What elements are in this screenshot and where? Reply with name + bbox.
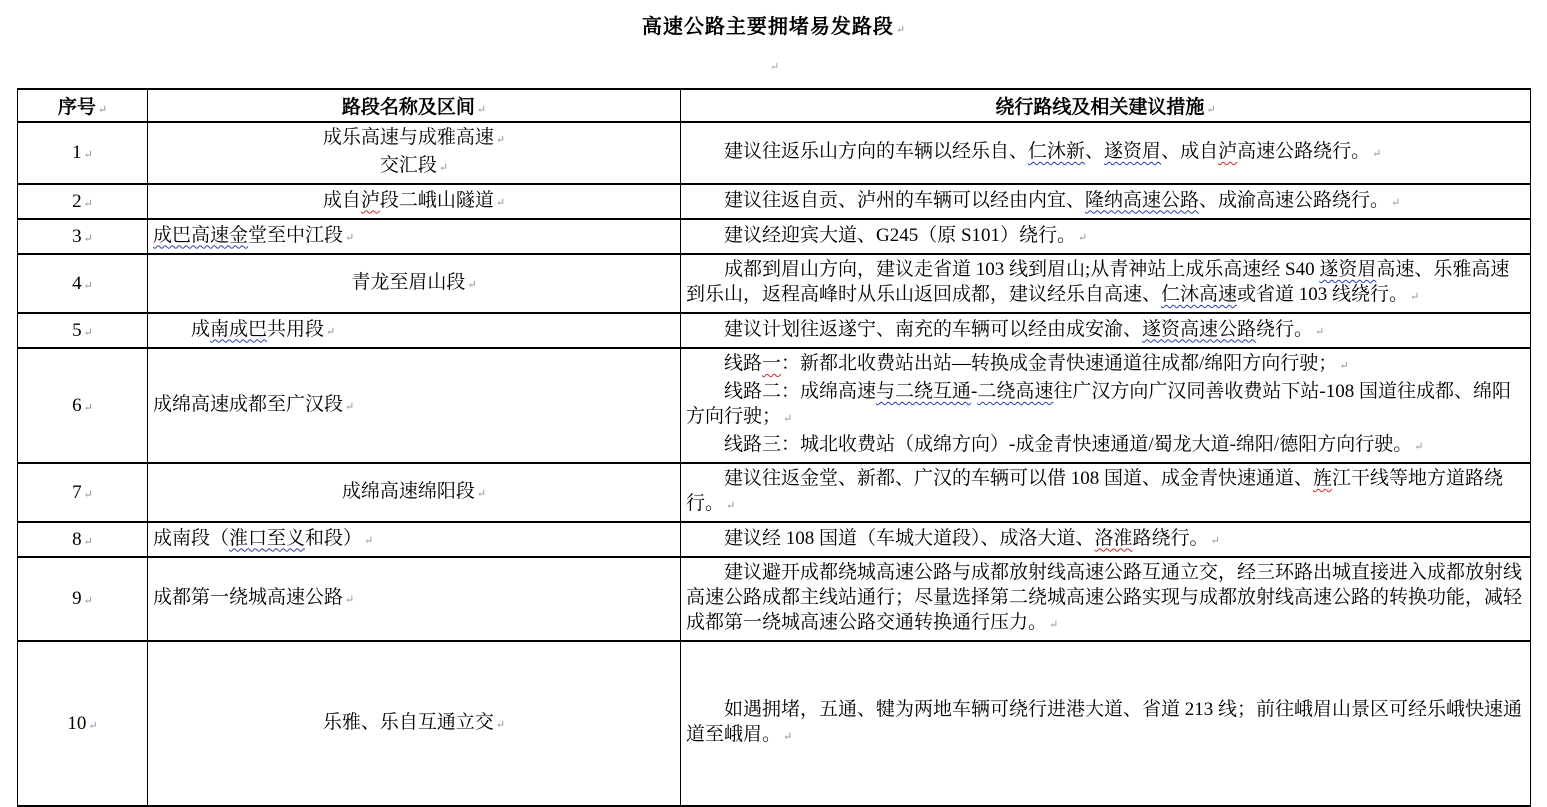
advice-paragraph xyxy=(686,188,1525,216)
paragraph-mark-icon: ↵ xyxy=(1206,104,1216,116)
table-row xyxy=(18,557,1531,641)
paragraph-mark-icon: ↵ xyxy=(726,500,736,512)
cell-index xyxy=(18,313,148,348)
text-run: 线路二：成绵高速 xyxy=(724,381,877,402)
text-run: 、成自 xyxy=(1161,141,1219,162)
cell-section-name xyxy=(148,184,681,219)
paragraph-mark-icon: ↵ xyxy=(1410,291,1420,303)
paragraph-mark-icon: ↵ xyxy=(83,595,93,607)
row-index-text: 3 xyxy=(72,225,82,247)
table-header-row xyxy=(18,89,1531,122)
paragraph-mark-icon: ↵ xyxy=(1339,360,1349,372)
paragraph-mark-icon: ↵ xyxy=(783,413,793,425)
cell-section-name xyxy=(148,463,681,522)
spellcheck-red-text: 洛淮 xyxy=(1094,527,1133,549)
spellcheck-blue-text: 二绕高速 xyxy=(977,381,1054,402)
text-run: 成南段（ xyxy=(153,527,230,549)
advice-paragraph xyxy=(686,223,1525,251)
spellcheck-blue-text: 遂资眉 xyxy=(1319,259,1377,280)
paragraph-mark-icon: ↵ xyxy=(83,149,93,161)
cell-index xyxy=(18,184,148,219)
cell-index xyxy=(18,348,148,463)
advice-paragraph xyxy=(686,466,1525,519)
row-index-text: 6 xyxy=(72,394,82,416)
paragraph-mark-icon: ↵ xyxy=(83,232,93,245)
paragraph-mark-icon: ↵ xyxy=(88,719,98,732)
column-header-index xyxy=(18,89,148,122)
cell-detour-advice xyxy=(681,313,1531,348)
paragraph-mark-icon: ↵ xyxy=(476,104,487,116)
paragraph-mark-icon: ↵ xyxy=(1078,231,1088,244)
table-row xyxy=(18,348,1531,463)
advice-paragraph xyxy=(686,560,1525,638)
paragraph-mark-icon: ↵ xyxy=(1210,534,1220,547)
text-run: 成绵高速成都至广汉段 xyxy=(153,393,344,415)
cell-index xyxy=(18,522,148,557)
text-run: 堂至中江段 xyxy=(248,224,344,246)
text-run: 如遇拥堵，五通、犍为两地车辆可绕行进港大道、省道 213 线；前往峨眉山景区可经乐峨快速通道至峨眉。 xyxy=(686,699,1523,745)
cell-section-name xyxy=(148,122,681,184)
section-name-line xyxy=(153,188,675,216)
cell-index xyxy=(18,641,148,806)
text-run: 、 xyxy=(1085,141,1105,162)
text-run: 段二峨山隧道 xyxy=(379,189,494,211)
row-index-text: 10 xyxy=(67,712,87,734)
paragraph-mark-icon: ↵ xyxy=(345,231,355,244)
advice-paragraph xyxy=(686,351,1525,379)
section-name-line xyxy=(153,125,675,153)
advice-paragraph xyxy=(686,379,1525,432)
text-run: 成绵高速绵阳段 xyxy=(341,480,475,502)
advice-paragraph xyxy=(686,317,1525,345)
paragraph-mark-icon: ↵ xyxy=(345,594,355,606)
spellcheck-red-text: 旌 xyxy=(1313,468,1333,489)
text-run: 成乐高速与成雅高速 xyxy=(322,127,494,148)
paragraph-mark-icon: ↵ xyxy=(364,534,374,547)
cell-index xyxy=(18,557,148,641)
text-run: - xyxy=(971,381,978,402)
spellcheck-red-text: 泸 xyxy=(360,189,380,211)
paragraph-mark-icon: ↵ xyxy=(476,487,487,500)
text-run: 交汇段 xyxy=(379,155,437,176)
text-run: 建议避开成都绕城高速公路与成都放射线高速公路互通立交，经三环路出城直接进入成都放射线高速公路成都主线站通行；尽量选择第二绕城高速公路实现与成都放射线高速公路的转换功能，减轻成都第一绕城高速公路交通转换通行压力。 xyxy=(686,562,1523,633)
paragraph-mark-icon: ↵ xyxy=(770,61,780,73)
cell-detour-advice xyxy=(681,522,1531,557)
section-name-line xyxy=(153,392,675,420)
text-run: 往广汉方向广汉同善收费站下站-108 国道往成都、绵阳方向行驶； xyxy=(686,381,1511,427)
text-run: 线路 xyxy=(724,353,763,374)
spellcheck-blue-text: 淮口至义 xyxy=(229,527,306,549)
cell-detour-advice xyxy=(681,122,1531,184)
text-run: 建议往返乐山方向的车辆以经乐自、 xyxy=(724,141,1029,162)
spellcheck-blue-text: 仁沐新 xyxy=(1028,141,1086,162)
spellcheck-blue-text: 遂资眉 xyxy=(1104,141,1162,162)
text-run: 建议计划往返遂宁、南充的车辆可以经由成安渝、 xyxy=(724,318,1143,340)
text-run: 高速、乐雅高速到乐山，返程高峰时从乐山返回成都，建议经乐自高速、 xyxy=(686,259,1510,305)
text-run: 江干线等地方道路绕行。 xyxy=(686,468,1504,514)
column-header-text: 序号 xyxy=(57,97,96,118)
table-row xyxy=(18,522,1531,557)
table-row xyxy=(18,254,1531,313)
section-name-line xyxy=(153,317,675,345)
paragraph-mark-icon: ↵ xyxy=(83,401,93,414)
cell-index xyxy=(18,122,148,184)
paragraph-mark-icon: ↵ xyxy=(83,279,93,292)
spellcheck-blue-text: 遂资高速公路 xyxy=(1142,318,1257,340)
paragraph-mark-icon: ↵ xyxy=(83,535,93,548)
advice-paragraph xyxy=(686,432,1525,460)
advice-paragraph xyxy=(686,257,1525,310)
paragraph-mark-icon: ↵ xyxy=(83,326,93,339)
text-run: 线路三：城北收费站（成绵方向）-成金青快速通道/蜀龙大道-绵阳/德阳方向行驶。 xyxy=(724,434,1413,455)
text-run: 成自 xyxy=(322,189,361,211)
section-name-line xyxy=(153,526,675,554)
row-index-text: 5 xyxy=(72,319,82,341)
text-run: 建议经迎宾大道、G245（原 S101）绕行。 xyxy=(724,224,1077,246)
row-index-text: 2 xyxy=(72,190,82,212)
paragraph-mark-icon: ↵ xyxy=(1391,196,1401,209)
section-name-line xyxy=(153,270,675,298)
spellcheck-blue-text: 仁沐高速 xyxy=(1161,284,1238,305)
paragraph-mark-icon: ↵ xyxy=(345,400,355,413)
cell-detour-advice xyxy=(681,219,1531,254)
text-run: 成 xyxy=(191,318,211,340)
row-index-text: 7 xyxy=(72,481,82,503)
paragraph-mark-icon: ↵ xyxy=(495,134,506,146)
table-row xyxy=(18,184,1531,219)
paragraph-mark-icon: ↵ xyxy=(495,718,506,731)
text-run: 建议经 108 国道（车城大道段）、成洛大道、 xyxy=(724,527,1095,549)
page-title xyxy=(0,0,1547,39)
section-name-line xyxy=(153,223,675,251)
cell-index xyxy=(18,463,148,522)
paragraph-mark-icon: ↵ xyxy=(83,197,93,210)
column-header-section-name xyxy=(148,89,681,122)
congestion-sections-table xyxy=(17,88,1531,807)
advice-paragraph xyxy=(686,697,1525,750)
text-run: 成都第一绕城高速公路 xyxy=(153,587,344,608)
table-row xyxy=(18,313,1531,348)
text-run: 乐雅、乐自互通立交 xyxy=(322,711,494,733)
text-run: 路绕行。 xyxy=(1132,527,1209,549)
section-name-line xyxy=(153,710,675,738)
paragraph-mark-icon: ↵ xyxy=(83,488,93,501)
spellcheck-blue-text: 南成巴 xyxy=(210,318,268,340)
cell-section-name xyxy=(148,219,681,254)
paragraph-mark-icon: ↵ xyxy=(326,325,336,338)
paragraph-mark-icon: ↵ xyxy=(438,162,449,174)
text-run: 共用段 xyxy=(267,318,325,340)
text-run: 成都到眉山方向，建议走省道 103 线到眉山;从青神站上成乐高速经 S40 xyxy=(724,259,1320,280)
cell-section-name xyxy=(148,557,681,641)
table-row xyxy=(18,122,1531,184)
column-header-text: 绕行路线及相关建议措施 xyxy=(995,97,1205,118)
paragraph-mark-icon: ↵ xyxy=(1049,619,1059,631)
cell-section-name xyxy=(148,313,681,348)
paragraph-mark-icon: ↵ xyxy=(97,104,108,116)
text-run: 或省道 103 线绕行。 xyxy=(1237,284,1409,305)
column-header-detour-advice xyxy=(681,89,1531,122)
row-index-text: 9 xyxy=(72,588,82,609)
spellcheck-blue-text: 隆纳高速公路 xyxy=(1085,189,1200,211)
page-title-text: 高速公路主要拥堵易发路段 xyxy=(641,16,894,38)
text-run: 青龙至眉山段 xyxy=(351,271,466,293)
paragraph-mark-icon: ↵ xyxy=(467,278,477,291)
column-header-text: 路段名称及区间 xyxy=(341,97,475,118)
cell-detour-advice xyxy=(681,463,1531,522)
advice-paragraph xyxy=(686,526,1525,554)
spellcheck-red-text: 一 xyxy=(762,353,782,374)
section-name-line xyxy=(153,479,675,507)
paragraph-mark-icon: ↵ xyxy=(1372,148,1382,160)
advice-paragraph xyxy=(686,139,1525,167)
spellcheck-red-text: 泸 xyxy=(1218,141,1238,162)
text-run: 绕行。 xyxy=(1256,318,1314,340)
cell-section-name xyxy=(148,254,681,313)
text-run: 建议往返金堂、新都、广汉的车辆可以借 108 国道、成金青快速通道、 xyxy=(724,468,1314,489)
cell-section-name xyxy=(148,641,681,806)
paragraph-mark-icon: ↵ xyxy=(783,731,793,743)
table-row xyxy=(18,219,1531,254)
text-run: ：新都北收费站出站—转换成金青快速通道往成都/绵阳方向行驶； xyxy=(781,353,1338,374)
text-run: 高速公路绕行。 xyxy=(1237,141,1371,162)
paragraph-mark-icon: ↵ xyxy=(1315,325,1325,338)
table-row xyxy=(18,463,1531,522)
section-name-line xyxy=(153,585,675,613)
row-index-text: 8 xyxy=(72,528,82,550)
cell-detour-advice xyxy=(681,254,1531,313)
text-run: 建议往返自贡、泸州的车辆可以经由内宜、 xyxy=(724,189,1086,211)
cell-detour-advice xyxy=(681,557,1531,641)
spellcheck-blue-text: 与二绕互通 xyxy=(876,381,972,402)
text-run: 、成渝高速公路绕行。 xyxy=(1199,189,1390,211)
cell-index xyxy=(18,219,148,254)
paragraph-mark-icon: ↵ xyxy=(495,196,506,209)
cell-detour-advice xyxy=(681,348,1531,463)
paragraph-mark-icon: ↵ xyxy=(895,24,906,36)
table-row xyxy=(18,641,1531,806)
cell-section-name xyxy=(148,522,681,557)
row-index-text: 1 xyxy=(72,142,82,163)
paragraph-mark-icon: ↵ xyxy=(1414,441,1424,453)
cell-detour-advice xyxy=(681,641,1531,806)
section-name-line xyxy=(153,153,675,181)
cell-section-name xyxy=(148,348,681,463)
cell-detour-advice xyxy=(681,184,1531,219)
text-run: 和段） xyxy=(305,527,363,549)
spellcheck-blue-text: 成巴高速金 xyxy=(153,224,249,246)
row-index-text: 4 xyxy=(72,272,82,294)
cell-index xyxy=(18,254,148,313)
